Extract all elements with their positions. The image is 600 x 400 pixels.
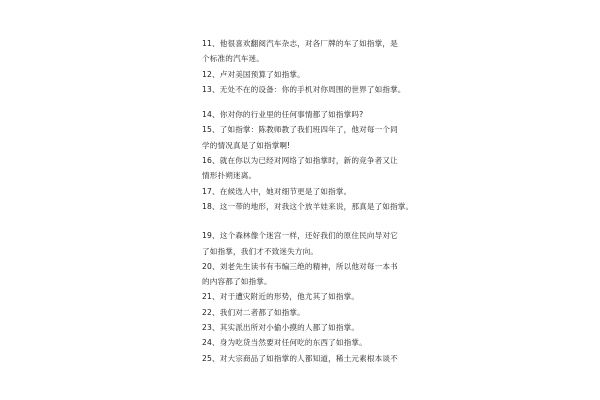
- sentence-line-20b: 的内容都了如指掌。: [202, 277, 272, 287]
- paragraph-gap: [202, 97, 407, 107]
- paragraph-gap: [202, 214, 407, 228]
- sentence-line-23: 23、其实派出所对小偷小摸的人都了如指掌。: [202, 323, 360, 333]
- sentence-line-13: 13、无处不在的设备：你的手机对你周围的世界了如指掌。: [202, 84, 406, 94]
- sentence-line-21: 21、对于遭灾附近的形势，他尤其了如指掌。: [202, 292, 360, 302]
- sentence-line-16a: 16、就在你以为已经对网络了如指掌时，新的竞争者又让: [202, 156, 398, 166]
- sentence-line-16b: 情形扑朔迷离。: [202, 171, 257, 181]
- sentence-line-18: 18、这一带的地形，对我这个放羊娃来说，那真是了如指掌。: [202, 201, 414, 211]
- sentence-line-11a: 11、他很喜欢翻阅汽车杂志，对各厂牌的车了如指掌，是: [202, 39, 398, 48]
- sentence-line-25: 25、对大宗商品了如指掌的人都知道，稀土元素根本谈不: [202, 353, 398, 363]
- sentence-line-19a: 19、这个森林像个迷宫一样，还好我们的原住民向导对它: [202, 231, 398, 241]
- sentence-line-14: 14、你对你的行业里的任何事情都了如指掌吗?: [202, 110, 364, 120]
- sentence-line-15a: 15、了如指掌：陈教师教了我们班四年了，他对每一个同: [202, 125, 398, 135]
- sentence-line-22: 22、我们对二者都了如指掌。: [202, 307, 305, 317]
- sentence-line-12: 12、卢对美国预算了如指掌。: [202, 69, 305, 79]
- sentence-line-19b: 了如指掌，我们才不致迷失方向。: [202, 246, 319, 256]
- sentence-line-11b: 个标准的汽车迷。: [202, 54, 264, 64]
- sentence-line-20a: 20、刘老先生读书有韦编三绝的精神，所以他对每一本书: [202, 261, 398, 271]
- sentence-line-24: 24、身为吃货当然要对任何吃的东西了如指掌。: [202, 338, 367, 348]
- sentence-line-17: 17、在候选人中，她对细节更是了如指掌。: [202, 186, 352, 196]
- sentence-line-15b: 学的情况真是了如指掌啊!: [202, 140, 291, 150]
- example-sentence-list: [202, 36, 414, 366]
